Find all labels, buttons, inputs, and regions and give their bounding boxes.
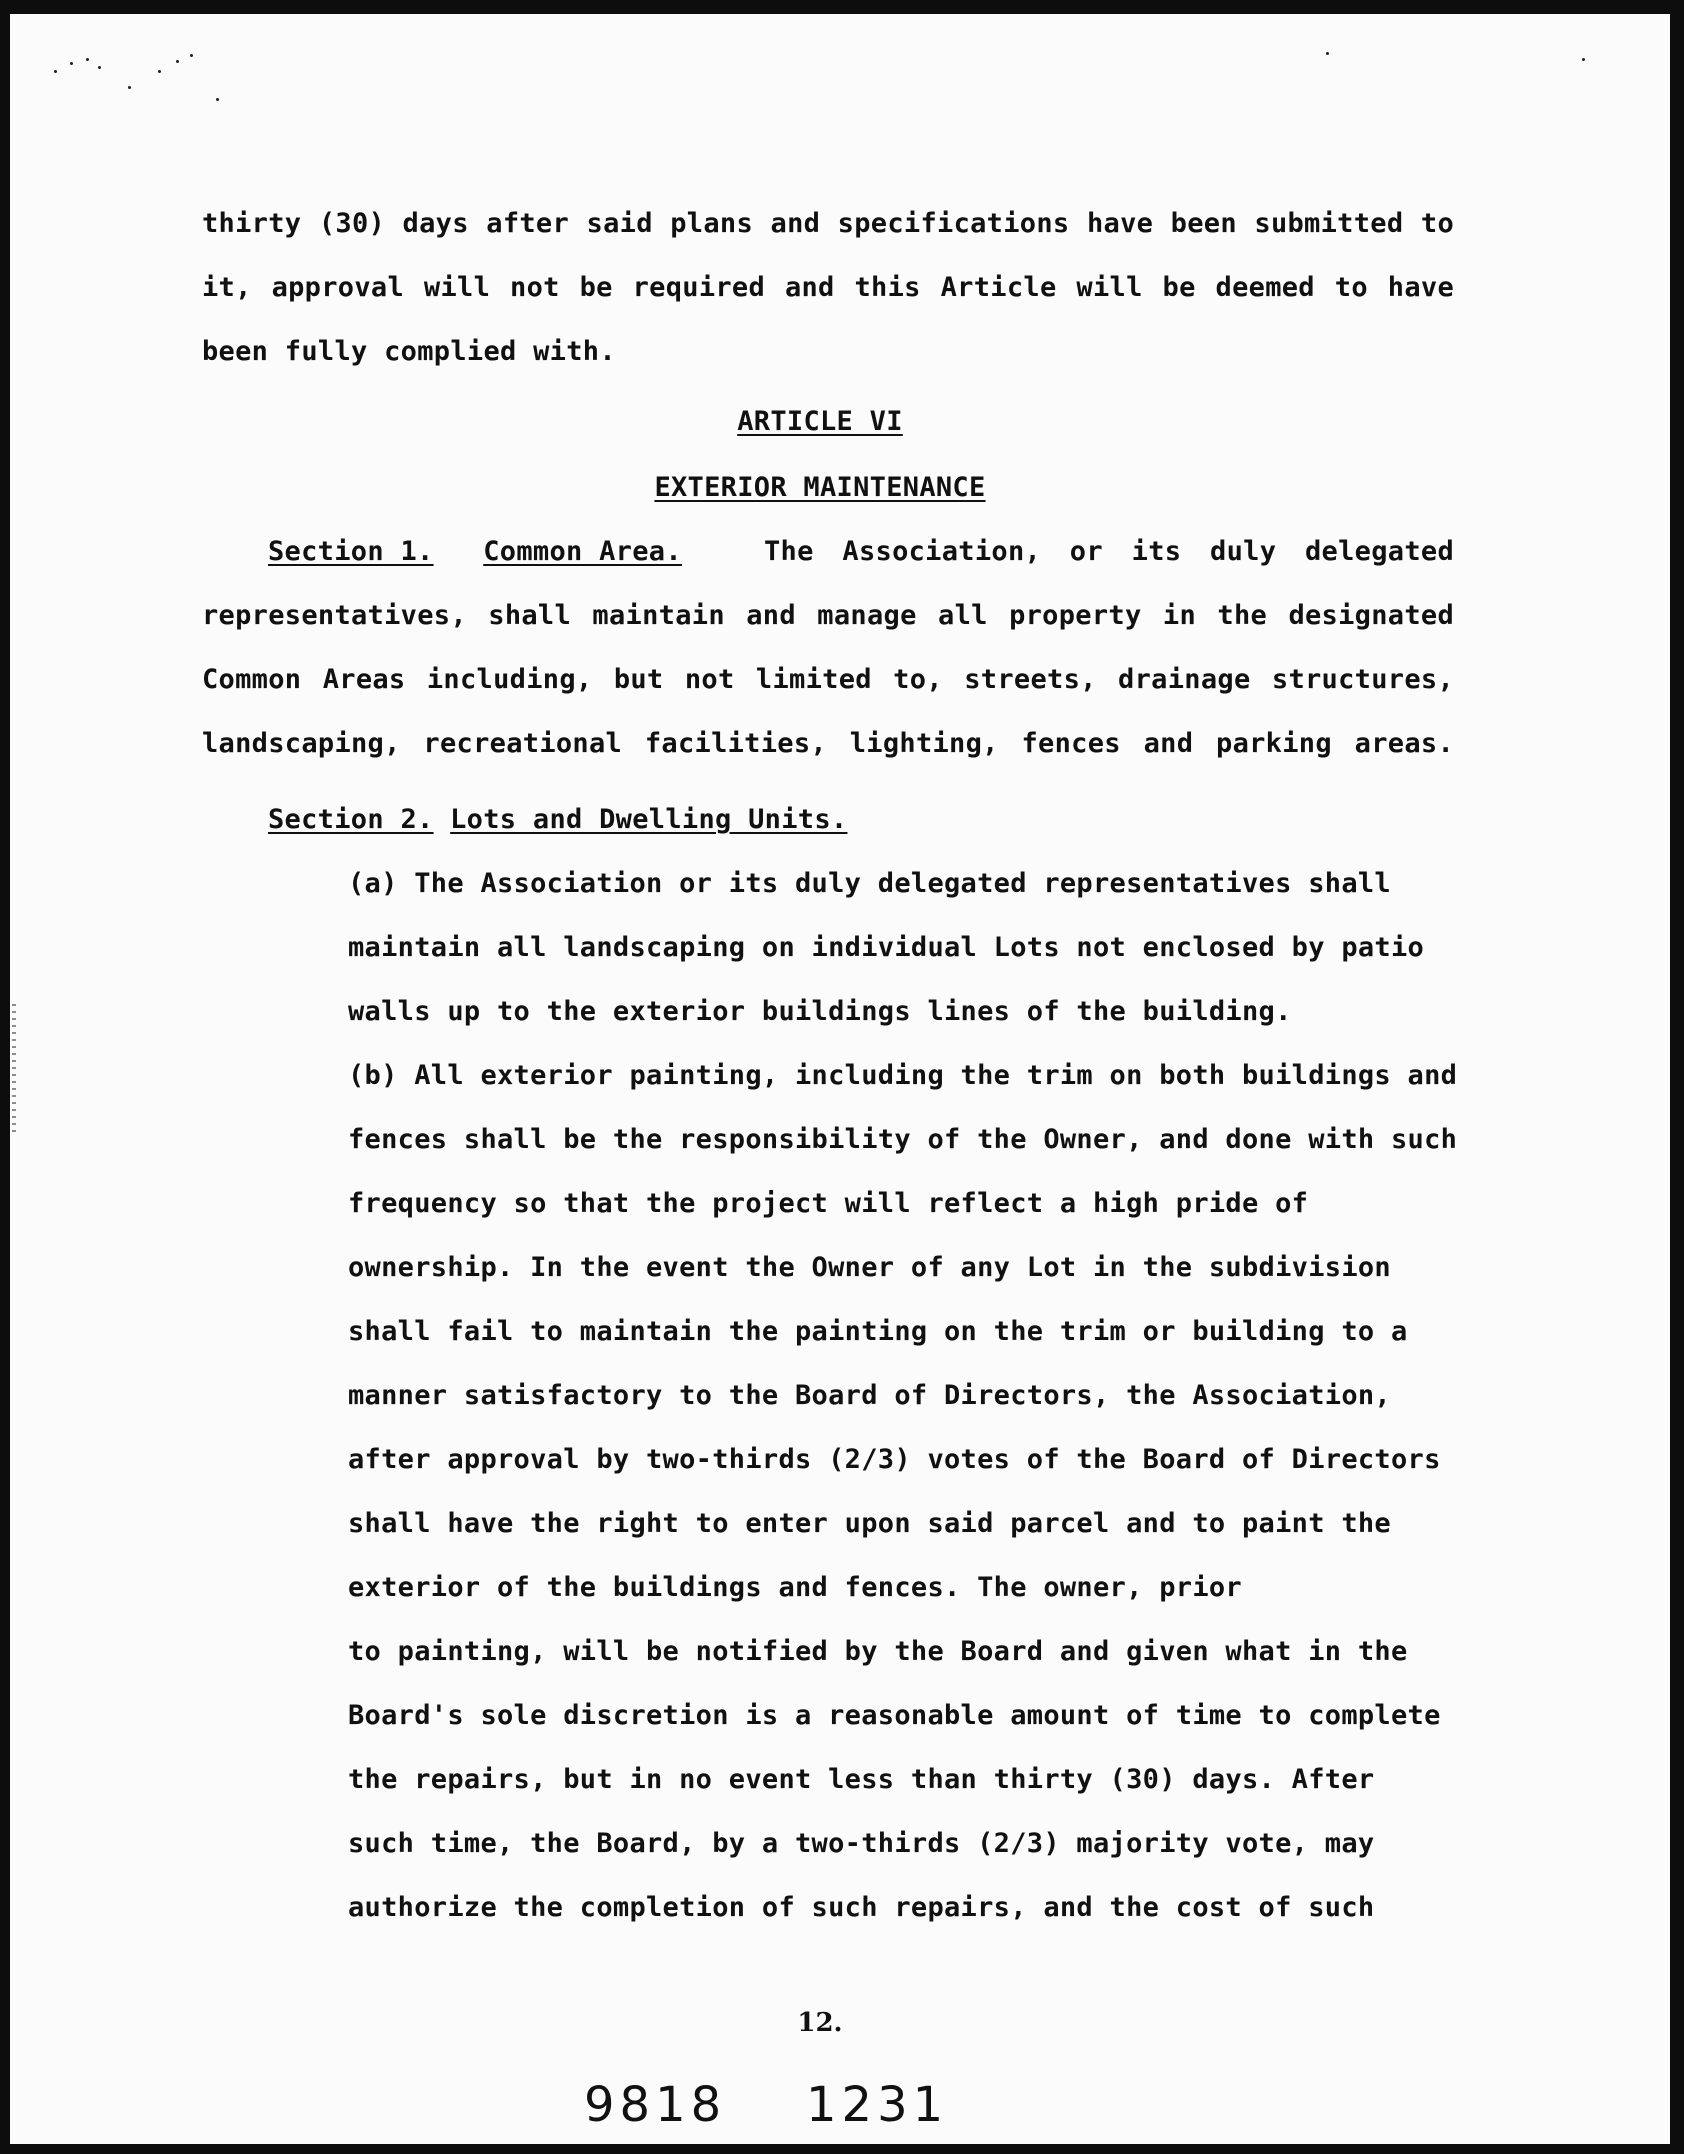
section-1-label: Section 1. [268,536,434,567]
scan-speck [1326,52,1329,55]
scan-speck [176,60,179,63]
para-b-line: manner satisfactory to the Board of Directors, the Association, [348,1380,1391,1411]
scan-speck [158,70,161,73]
body-line: landscaping, recreational facilities, lighting, fences and parking areas. [202,728,1454,759]
para-b-line: ownership. In the event the Owner of any Lot in the subdivision [348,1252,1391,1283]
article-title: EXTERIOR MAINTENANCE [654,472,986,503]
scan-speck [98,66,101,69]
body-line: it, approval will not be required and this Article will be deemed to have [202,272,1454,303]
para-b-line: exterior of the buildings and fences. The owner, prior [348,1572,1242,1603]
para-b-line: Board's sole discretion is a reasonable amount of time to complete [348,1700,1441,1731]
para-b-line: fences shall be the responsibility of the Owner, and done with such [348,1124,1458,1155]
body-line: been fully complied with. [202,336,616,367]
scan-speck [190,54,193,57]
para-a-line: maintain all landscaping on individual Lots not enclosed by patio [348,932,1425,963]
para-b-line: (b) All exterior painting, including the trim on both buildings and [348,1060,1458,1091]
scan-speck [216,98,219,101]
margin-noise [12,1004,16,1134]
stamp-page-number: 1231 [806,2077,949,2133]
scan-speck [54,70,57,73]
section-1-heading [268,536,1454,568]
para-b-line: shall have the right to enter upon said parcel and to paint the [348,1508,1391,1539]
scan-speck [70,62,73,65]
para-b-line: the repairs, but in no event less than thirty (30) days. After [348,1764,1375,1795]
para-b-line: after approval by two-thirds (2/3) votes of the Board of Directors [348,1444,1441,1475]
para-a-line: (a) The Association or its duly delegated representatives shall [348,868,1391,899]
body-line: representatives, shall maintain and manage all property in the designated [202,600,1454,631]
section-2-label: Section 2. [268,804,434,835]
page-number: 12. [797,2008,843,2038]
para-a-line: walls up to the exterior buildings lines of the building. [348,996,1292,1027]
section-1-label-group [268,536,682,568]
para-b-line: frequency so that the project will reflect a high pride of [348,1188,1309,1219]
para-b-line: to painting, will be notified by the Board and given what in the [348,1636,1408,1667]
scan-speck [128,86,131,89]
para-b-line: authorize the completion of such repairs, and the cost of such [348,1892,1375,1923]
para-b-line: such time, the Board, by a two-thirds (2/3) majority vote, may [348,1828,1375,1859]
section-2-heading [268,804,847,836]
document-page [10,14,1670,2144]
section-2-title: Lots and Dwelling Units. [450,804,848,835]
body-line: thirty (30) days after said plans and specifications have been submitted to [202,208,1454,239]
article-heading: ARTICLE VI [737,406,903,437]
section-1-title: Common Area. [483,536,682,567]
stamp-book-number: 9818 [584,2077,727,2133]
section-1-first-line: The Association, or its duly delegated [764,536,1454,567]
body-line: Common Areas including, but not limited to, streets, drainage structures, [202,664,1454,695]
scan-speck [86,58,89,61]
scan-speck [1582,58,1585,61]
para-b-line: shall fail to maintain the painting on the trim or building to a [348,1316,1408,1347]
